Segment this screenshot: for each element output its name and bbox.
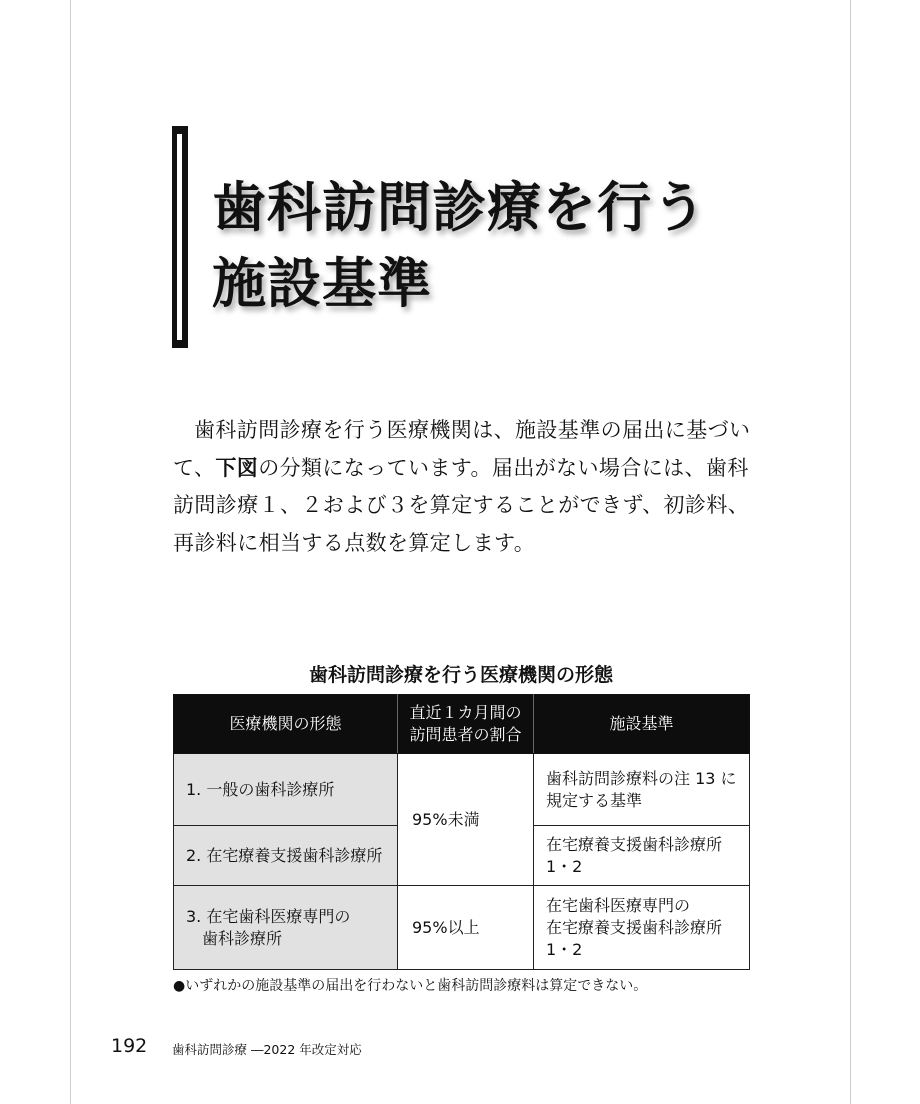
body-text-part-2: の分類になっています。届出がない場合には、歯科訪問診療１、２および３を算定することができず、初診料、再診料に相当する点数を算定します。: [173, 455, 750, 555]
ratio-over-95: 95%以上: [398, 886, 534, 970]
table-title: 歯科訪問診療を行う医療機関の形態: [308, 664, 613, 686]
table-header-row: [174, 695, 750, 754]
page-number: 192: [111, 1035, 148, 1057]
body-text-part-1: 歯科訪問診療を行う医療機関は、施設基準の届出に基づいて、: [173, 418, 751, 480]
row-type-support: 2. 在宅療養支援歯科診療所: [174, 826, 398, 886]
row-standard-general: 歯科訪問診療料の注 13 に 規定する基準: [534, 754, 750, 826]
header-type: 医療機関の形態: [174, 695, 398, 754]
page-title: [212, 170, 707, 322]
header-standard: 施設基準: [534, 695, 750, 754]
row-type-specialized: 3. 在宅歯科医療専門の 歯科診療所: [174, 886, 398, 970]
row-type-general: 1. 一般の歯科診療所: [174, 754, 398, 826]
facility-table: [173, 694, 750, 970]
row-standard-support: 在宅療養支援歯科診療所 1・2: [534, 826, 750, 886]
table-note: ●いずれかの施設基準の届出を行わないと歯科訪問診療料は算定できない。: [173, 978, 648, 994]
page-title-line-1: 歯科訪問診療を行う: [212, 176, 707, 239]
body-paragraph: [173, 412, 753, 562]
body-text-bold-ref: 下図: [215, 455, 259, 480]
running-footer-title: 歯科訪問診療 ―2022 年改定対応: [172, 1042, 362, 1057]
ratio-under-95: 95%未満: [398, 754, 534, 886]
table-row: [174, 886, 750, 970]
header-ratio: 直近１カ月間の 訪問患者の割合: [398, 695, 534, 754]
row-standard-specialized: 在宅歯科医療専門の 在宅療養支援歯科診療所 1・2: [534, 886, 750, 970]
page-title-line-2: 施設基準: [212, 252, 432, 315]
title-accent-bar: [172, 126, 188, 348]
table-row: [174, 754, 750, 826]
